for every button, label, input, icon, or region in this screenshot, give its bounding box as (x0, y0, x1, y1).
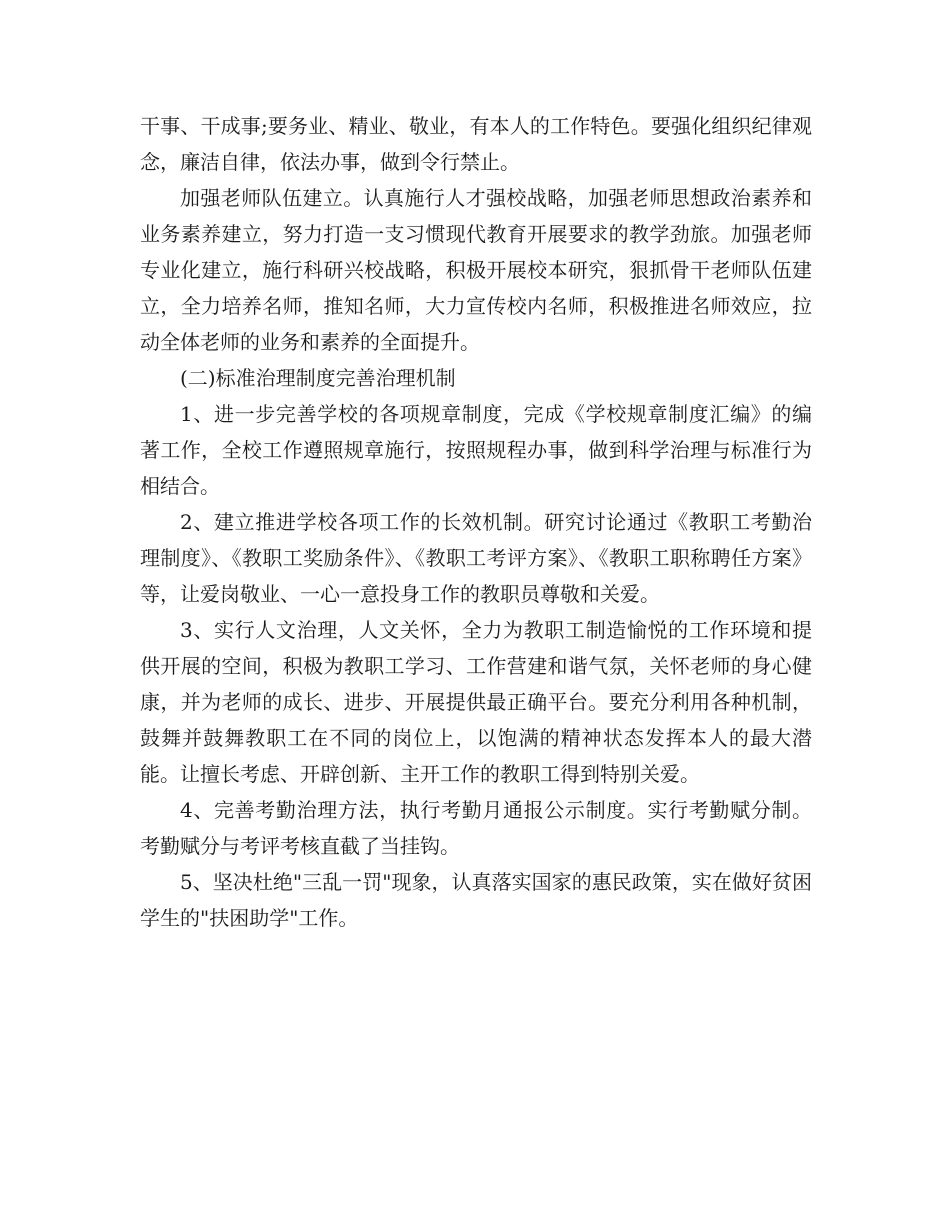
section-heading: (二)标准治理制度完善治理机制 (180, 366, 456, 390)
paragraph-item-1: 1、进一步完善学校的各项规章制度，完成《学校规章制度汇编》的编著工作，全校工作遵照规章施行，按照规程办事，做到科学治理与标准行为相结合。 (140, 402, 812, 498)
paragraph-item-3: 3、实行人文治理，人文关怀，全力为教职工制造愉悦的工作环境和提供开展的空间，积极为教职工学习、工作营建和谐气氛，关怀老师的身心健康，并为老师的成长、进步、开展提供最正确平台。要充分利用各种机制，鼓舞并鼓舞教职工在不同的岗位上，以饱满的精神状态发挥本人的最大潜能。让擅长考虑、开辟创新、主开工作的教职工得到特别关爱。 (140, 618, 812, 786)
paragraph-item-5: 5、坚决杜绝"三乱一罚"现象，认真落实国家的惠民政策，实在做好贫困学生的"扶困助学"工作。 (140, 870, 812, 930)
paragraph-item-4: 4、完善考勤治理方法，执行考勤月通报公示制度。实行考勤赋分制。考勤赋分与考评考核直截了当挂钩。 (140, 798, 812, 858)
document-page (140, 108, 812, 936)
paragraph-item-2: 2、建立推进学校各项工作的长效机制。研究讨论通过《教职工考勤治理制度》、《教职工奖励条件》、《教职工考评方案》、《教职工职称聘任方案》等，让爱岗敬业、一心一意投身工作的教职员尊敬和关爱。 (140, 510, 812, 606)
paragraph-teacher-team: 加强老师队伍建立。认真施行人才强校战略，加强老师思想政治素养和业务素养建立，努力打造一支习惯现代教育开展要求的教学劲旅。加强老师专业化建立，施行科研兴校战略，积极开展校本研究，狠抓骨干老师队伍建立，全力培养名师，推知名师，大力宣传校内名师，积极推进名师效应，拉动全体老师的业务和素养的全面提升。 (140, 186, 812, 354)
paragraph-continuation: 干事、干成事;要务业、精业、敬业，有本人的工作特色。要强化组织纪律观念，廉洁自律，依法办事，做到令行禁止。 (140, 114, 812, 174)
